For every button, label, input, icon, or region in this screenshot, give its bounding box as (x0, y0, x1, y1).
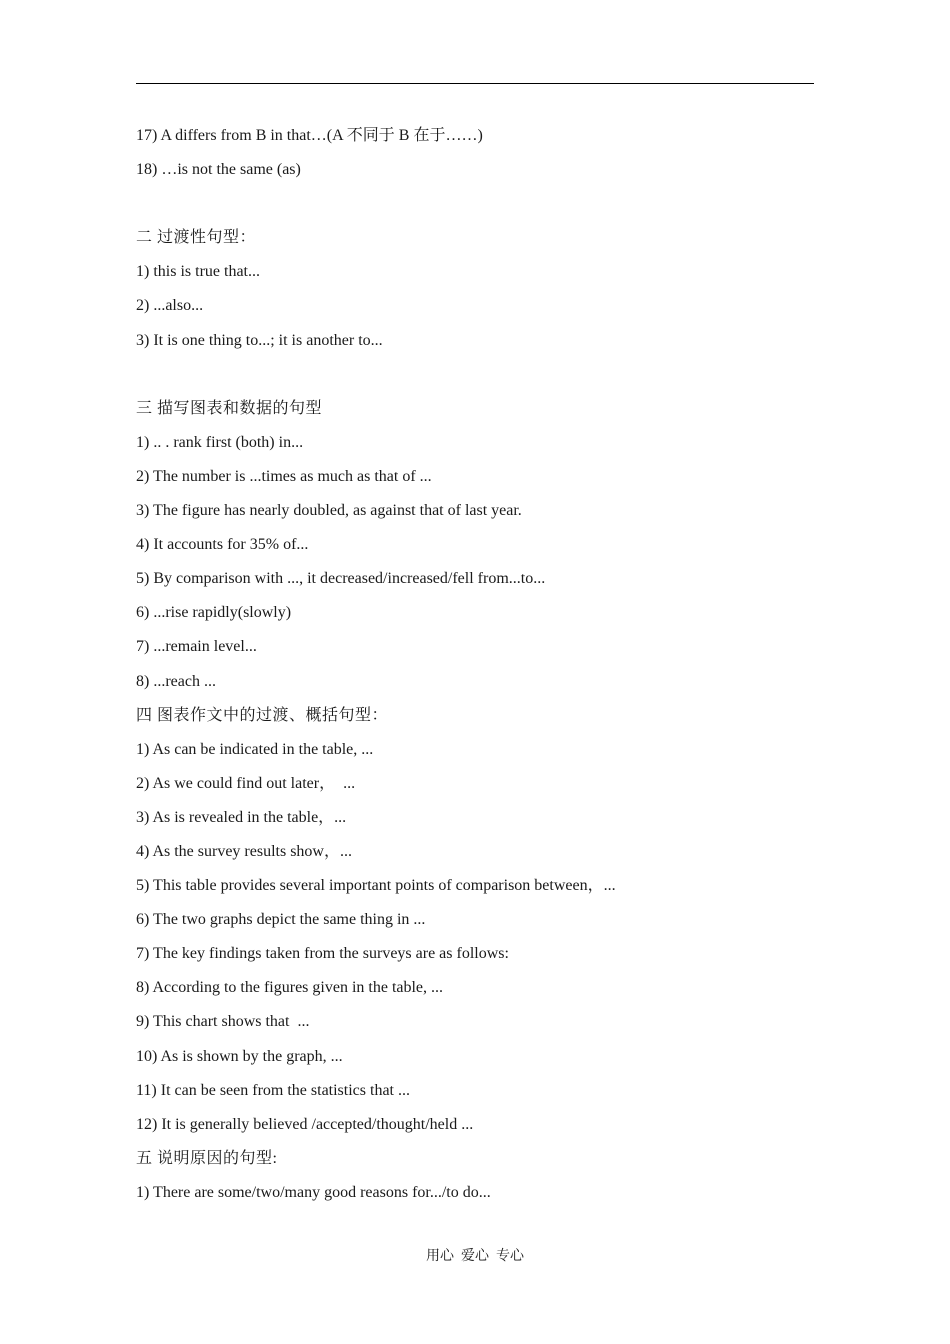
list-item: 18) …is not the same (as) (136, 161, 301, 179)
page-footer: 用心 爱心 专心 (426, 1249, 524, 1264)
list-item: 7) ...remain level... (136, 638, 257, 656)
section-heading-three: 三 描写图表和数据的句型 (136, 399, 323, 417)
list-item: 6) The two graphs depict the same thing in ... (136, 911, 426, 929)
list-item: 2) As we could find out later， ... (136, 774, 356, 792)
list-item: 10) As is shown by the graph, ... (136, 1047, 343, 1065)
header-rule (136, 83, 814, 84)
list-item: 4) As the survey results show，... (136, 842, 352, 860)
list-item: 1) this is true that... (136, 263, 260, 281)
list-item: 1) .. . rank first (both) in... (136, 433, 304, 451)
list-item: 11) It can be seen from the statistics that ... (136, 1081, 410, 1099)
section-heading-two: 二 过渡性句型： (136, 229, 257, 247)
list-item: 6) ...rise rapidly(slowly) (136, 604, 292, 622)
list-item: 8) ...reach ... (136, 672, 216, 690)
list-item: 3) It is one thing to...; it is another to... (136, 331, 383, 349)
list-item: 1) As can be indicated in the table, ... (136, 740, 374, 758)
list-item: 9) This chart shows that ... (136, 1013, 310, 1031)
list-item: 17) A differs from B in that…(A 不同于 B 在于……) (136, 127, 483, 144)
list-item: 2) ...also... (136, 297, 204, 315)
list-item: 12) It is generally believed /accepted/thought/held ... (136, 1115, 474, 1133)
list-item: 3) As is revealed in the table，... (136, 808, 347, 826)
list-item: 8) According to the figures given in the table, ... (136, 979, 444, 997)
blank-line (136, 358, 814, 392)
list-item: 1) There are some/two/many good reasons for.../to do... (136, 1183, 491, 1201)
section-heading-five: 五 说明原因的句型: (136, 1149, 278, 1167)
blank-line (136, 187, 814, 221)
list-item: 4) It accounts for 35% of... (136, 536, 309, 554)
section-heading-four: 四 图表作文中的过渡、概括句型： (136, 706, 389, 724)
list-item: 3) The figure has nearly doubled, as against that of last year. (136, 502, 522, 520)
list-item: 5) By comparison with ..., it decreased/increased/fell from...to... (136, 570, 546, 588)
list-item: 5) This table provides several important points of comparison between，... (136, 877, 616, 895)
list-item: 2) The number is ...times as much as that of ... (136, 467, 432, 485)
list-item: 7) The key findings taken from the surveys are as follows: (136, 945, 509, 963)
document-body (136, 119, 814, 1210)
